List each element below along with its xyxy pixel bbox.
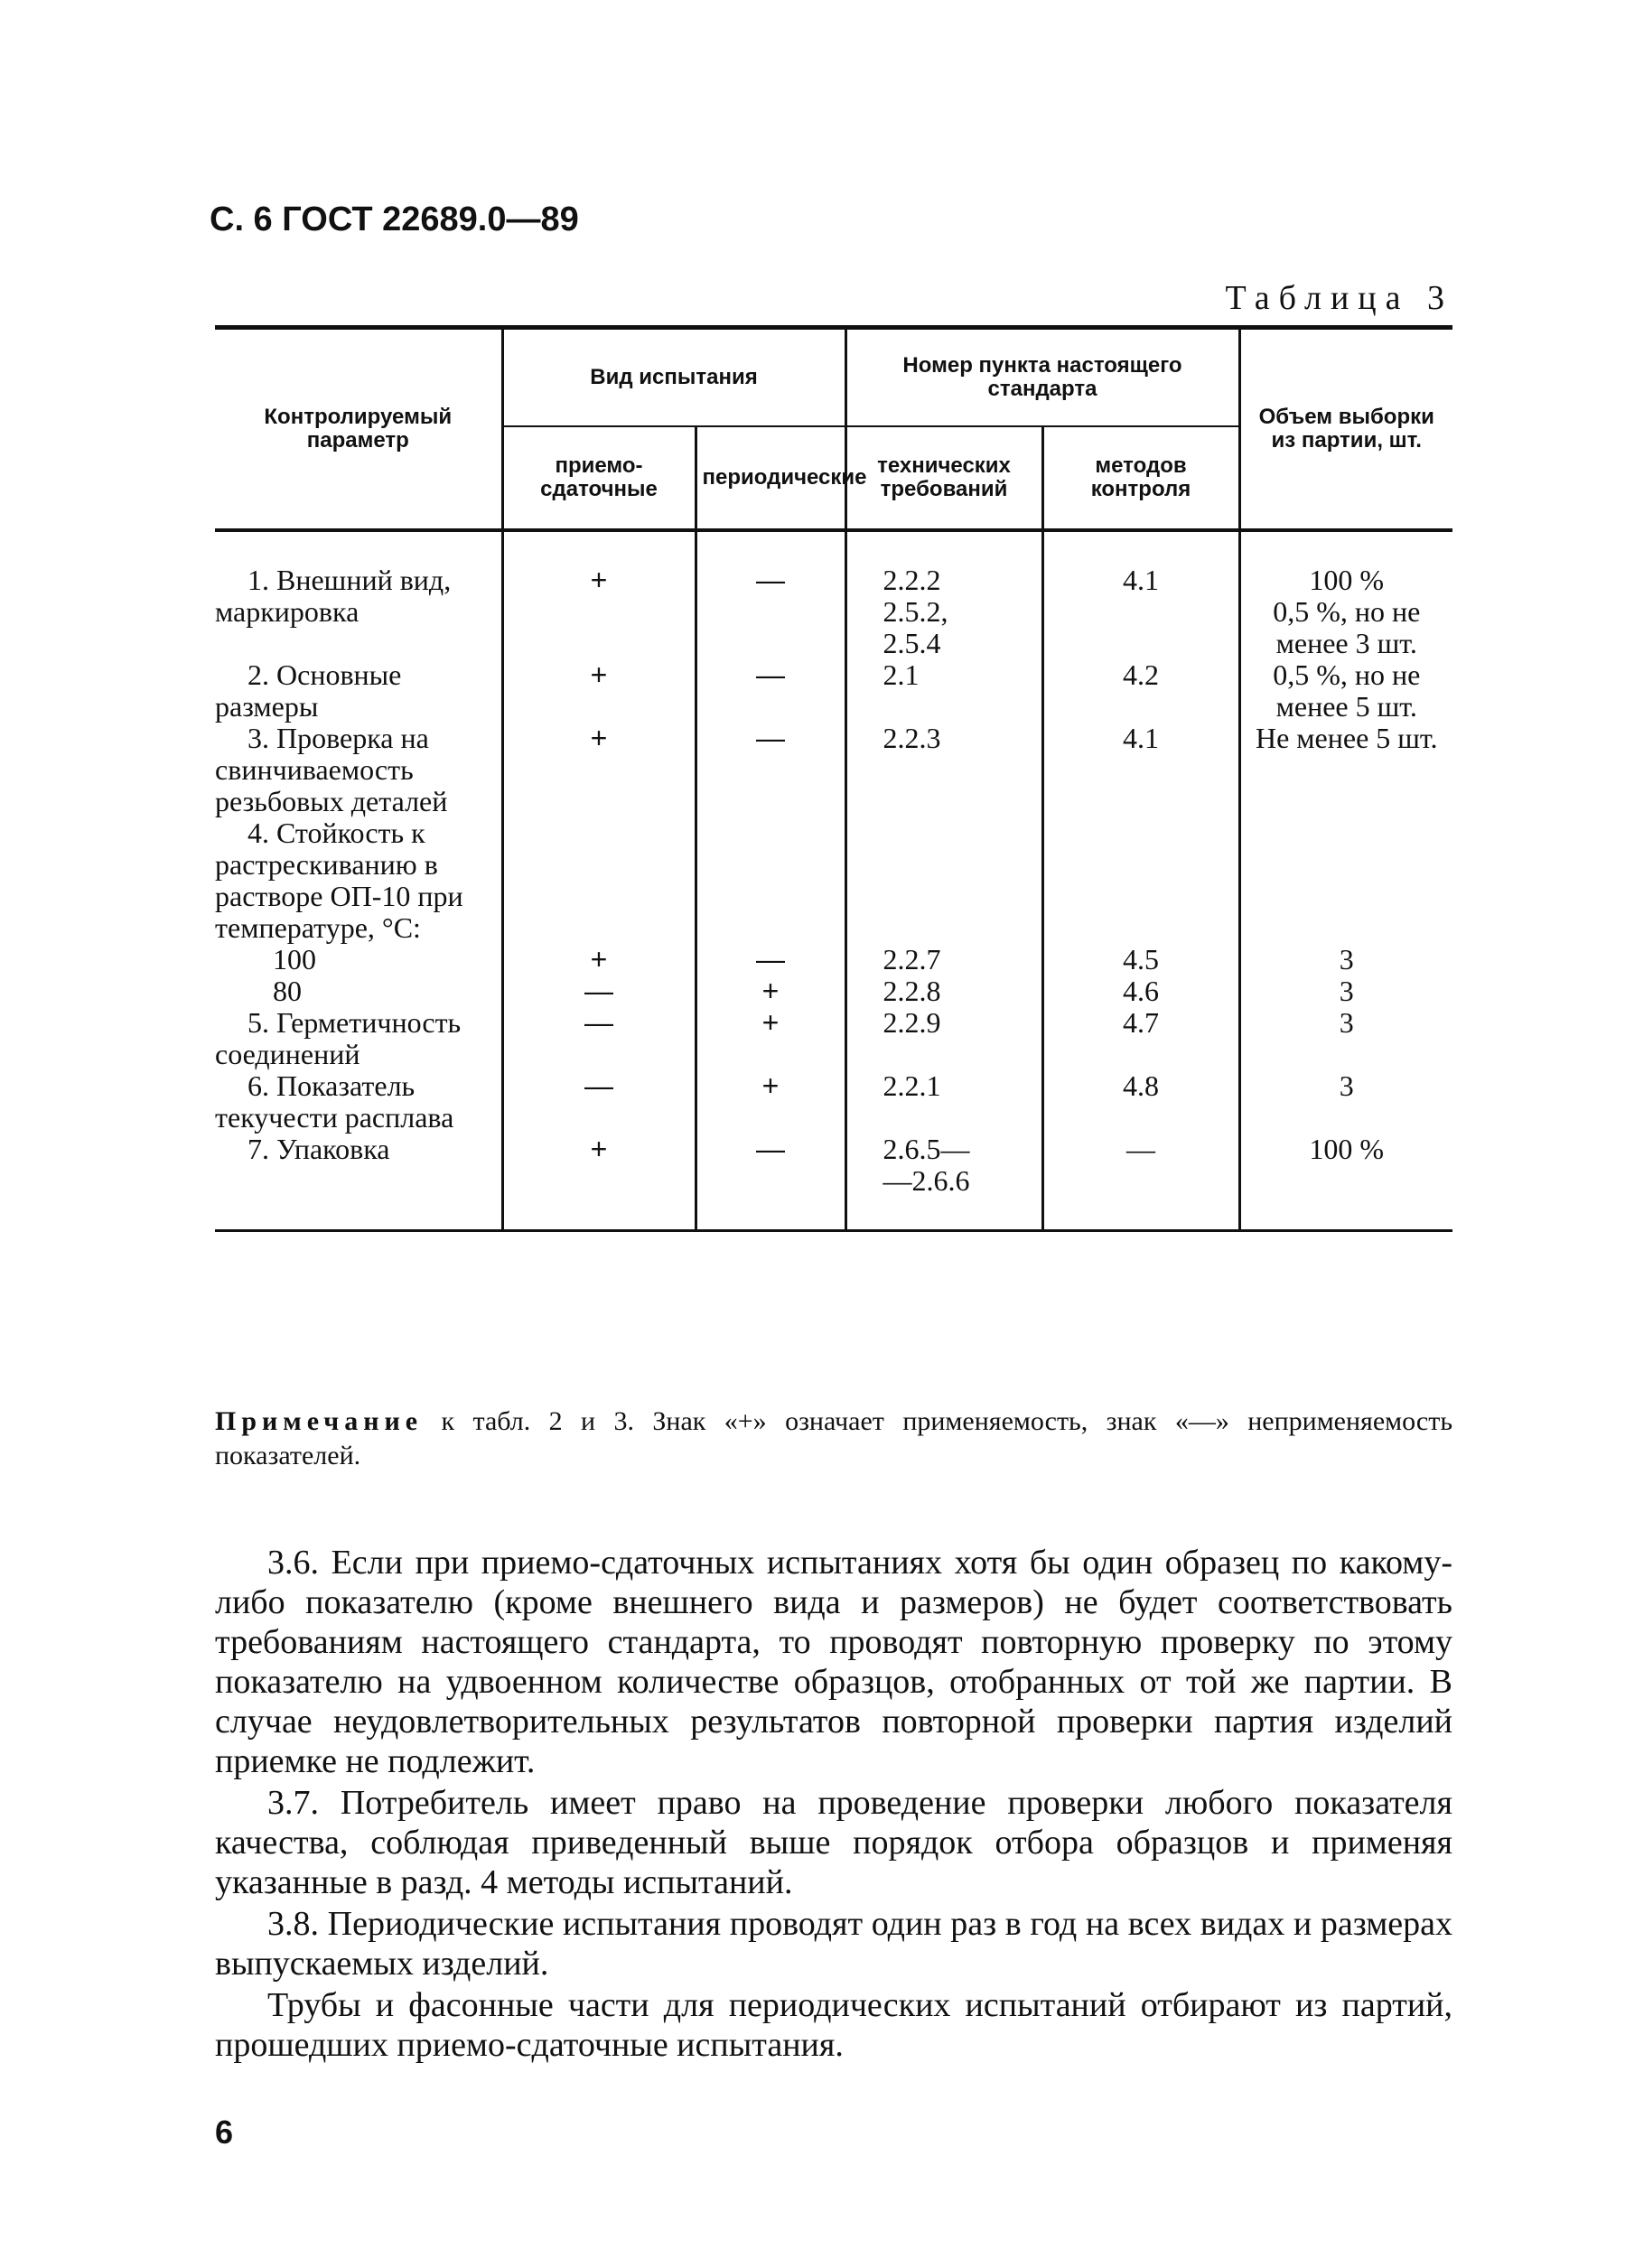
periodic-cell <box>696 1070 845 1134</box>
table-row <box>215 944 1452 975</box>
periodic-cell-text: — <box>756 943 785 975</box>
param-cell <box>215 944 502 975</box>
col-header-sample: Объем выборки из партии, шт. <box>1239 328 1452 531</box>
requirements-cell <box>845 659 1042 723</box>
sample-cell-text: 3 <box>1339 975 1354 1007</box>
methods-cell-text: 4.7 <box>1123 1006 1159 1039</box>
methods-cell <box>1042 1007 1239 1070</box>
sample-cell-text: Не менее 5 шт. <box>1255 722 1438 754</box>
sample-cell-text: 100 % <box>1309 1133 1385 1165</box>
periodic-cell <box>696 817 845 944</box>
requirements-cell <box>845 1007 1042 1070</box>
periodic-cell <box>696 1134 845 1231</box>
col-header-param: Контролируемый параметр <box>215 328 502 531</box>
paragraph-3-7: 3.7. Потребитель имеет право на проведение проверки любого показателя качества, соблюдая приведенный выше порядок отбора образцов и применяя указанные в разд. 4 методы испытаний. <box>215 1784 1452 1901</box>
sample-cell-text: 3 <box>1339 1006 1354 1039</box>
paragraph-3-6: 3.6. Если при приемо-сдаточных испытаниях хотя бы один образец по какому-либо показателю (кроме внешнего вида и размеров) не будет соответствовать требованиям настоящего стандарта, то проводят повторную проверку по этому показателю на удвоенном количестве образцов, отобранных от той же партии. В случае неудовлетворительных результатов повторной проверки партия изделий приемке не подлежит. <box>215 1544 1452 1780</box>
requirements-cell-text: 2.6.5— —2.6.6 <box>883 1133 970 1197</box>
sample-cell-text: 3 <box>1339 1069 1354 1102</box>
acceptance-cell-text: + <box>590 943 608 975</box>
periodic-cell <box>696 723 845 817</box>
periodic-cell <box>696 944 845 975</box>
sample-cell <box>1239 659 1452 723</box>
col-header-clause: Номер пункта настоящего стандарта <box>845 328 1239 427</box>
param-cell <box>215 975 502 1007</box>
methods-cell <box>1042 1134 1239 1231</box>
table-row <box>215 975 1452 1007</box>
note-text: к табл. 2 и 3. Знак «+» означает применяемость, знак «—» неприменяемость показателей. <box>215 1406 1452 1470</box>
col-header-periodic: периодические <box>696 426 845 530</box>
periodic-cell <box>696 975 845 1007</box>
periodic-cell <box>696 659 845 723</box>
requirements-cell <box>845 1134 1042 1231</box>
param-cell-text: 4. Стойкость к растрескиванию в растворе ОП-10 при температуре, °С: <box>215 817 463 944</box>
periodic-cell-text: — <box>756 658 785 691</box>
body-text <box>215 1543 1452 2067</box>
methods-cell <box>1042 817 1239 944</box>
acceptance-cell-text: + <box>590 722 608 754</box>
param-cell <box>215 723 502 817</box>
methods-cell <box>1042 1070 1239 1134</box>
sample-cell <box>1239 530 1452 659</box>
paragraph-3-8: 3.8. Периодические испытания проводят один раз в год на всех видах и размерах выпускаемых изделий. <box>215 1905 1452 1983</box>
acceptance-cell <box>502 1134 696 1231</box>
table-title: Таблица 3 <box>1225 279 1453 317</box>
methods-cell-text: 4.1 <box>1123 564 1159 596</box>
periodic-cell-text: — <box>756 564 785 596</box>
requirements-cell <box>845 723 1042 817</box>
acceptance-cell <box>502 817 696 944</box>
acceptance-cell-text: + <box>590 658 608 691</box>
sample-cell <box>1239 817 1452 944</box>
requirements-cell-text: 2.2.8 <box>883 975 941 1007</box>
param-cell <box>215 817 502 944</box>
acceptance-cell <box>502 944 696 975</box>
acceptance-cell <box>502 723 696 817</box>
param-cell-text: 2. Основные размеры <box>215 658 402 723</box>
sample-cell <box>1239 975 1452 1007</box>
page-number: 6 <box>215 2114 234 2151</box>
col-header-methods: методов контроля <box>1042 426 1239 530</box>
table-row <box>215 723 1452 817</box>
table-note <box>215 1405 1452 1473</box>
acceptance-cell-text: — <box>584 975 613 1007</box>
periodic-cell <box>696 1007 845 1070</box>
acceptance-cell-text: + <box>590 1133 608 1165</box>
acceptance-cell-text: — <box>584 1069 613 1102</box>
page-header: С. 6 ГОСТ 22689.0—89 <box>210 201 579 238</box>
acceptance-cell <box>502 1007 696 1070</box>
methods-cell-text: 4.5 <box>1123 943 1159 975</box>
methods-cell <box>1042 659 1239 723</box>
param-cell-text: 6. Показатель текучести расплава <box>215 1069 454 1134</box>
param-cell <box>215 530 502 659</box>
sample-cell <box>1239 723 1452 817</box>
table-row <box>215 1007 1452 1070</box>
requirements-cell-text: 2.2.3 <box>883 722 941 754</box>
requirements-cell-text: 2.2.7 <box>883 943 941 975</box>
acceptance-cell <box>502 1070 696 1134</box>
methods-cell <box>1042 975 1239 1007</box>
requirements-cell-text: 2.1 <box>883 658 920 691</box>
acceptance-cell-text: — <box>584 1006 613 1039</box>
param-cell-text: 1. Внешний вид, маркировка <box>215 564 452 628</box>
periodic-cell-text: + <box>761 1006 780 1039</box>
param-cell-text: 7. Упаковка <box>247 1133 390 1165</box>
sample-cell-text: 100 % 0,5 %, но не менее 3 шт. <box>1273 564 1421 659</box>
methods-cell-text: 4.1 <box>1123 722 1159 754</box>
acceptance-cell-text: + <box>590 564 608 596</box>
methods-cell-text: 4.8 <box>1123 1069 1159 1102</box>
methods-cell <box>1042 944 1239 975</box>
sample-cell <box>1239 944 1452 975</box>
requirements-cell-text: 2.2.2 2.5.2, 2.5.4 <box>883 564 948 659</box>
requirements-cell <box>845 944 1042 975</box>
sample-cell <box>1239 1070 1452 1134</box>
requirements-cell-text: 2.2.1 <box>883 1069 941 1102</box>
periodic-cell <box>696 530 845 659</box>
note-label: Примечание <box>215 1406 424 1436</box>
param-cell <box>215 1070 502 1134</box>
acceptance-cell <box>502 659 696 723</box>
methods-cell <box>1042 530 1239 659</box>
periodic-cell-text: + <box>761 1069 780 1102</box>
table-row <box>215 1134 1452 1231</box>
param-cell-text: 5. Герметичность соединений <box>215 1006 462 1070</box>
param-cell-text: 80 <box>273 975 302 1007</box>
periodic-cell-text: + <box>761 975 780 1007</box>
requirements-cell <box>845 1070 1042 1134</box>
param-cell-text: 100 <box>273 943 316 975</box>
sample-cell-text: 0,5 %, но не менее 5 шт. <box>1273 658 1421 723</box>
periodic-cell-text: — <box>756 722 785 754</box>
param-cell <box>215 1007 502 1070</box>
param-cell <box>215 659 502 723</box>
col-header-requirements: технических требований <box>845 426 1042 530</box>
requirements-cell <box>845 530 1042 659</box>
methods-cell-text: — <box>1126 1133 1155 1165</box>
col-header-test-type: Вид испытания <box>502 328 845 427</box>
periodic-cell-text: — <box>756 1133 785 1165</box>
table-row <box>215 530 1452 659</box>
col-header-acceptance: приемо-сдаточные <box>502 426 696 530</box>
methods-cell-text: 4.6 <box>1123 975 1159 1007</box>
requirements-cell <box>845 975 1042 1007</box>
sample-cell <box>1239 1134 1452 1231</box>
param-cell <box>215 1134 502 1231</box>
sample-cell-text: 3 <box>1339 943 1354 975</box>
requirements-cell-text: 2.2.9 <box>883 1006 941 1039</box>
table-3 <box>215 325 1452 1232</box>
sample-cell <box>1239 1007 1452 1070</box>
table-row <box>215 659 1452 723</box>
param-cell-text: 3. Проверка на свинчиваемость резьбовых деталей <box>215 722 448 817</box>
acceptance-cell <box>502 975 696 1007</box>
table-row <box>215 817 1452 944</box>
methods-cell <box>1042 723 1239 817</box>
acceptance-cell <box>502 530 696 659</box>
requirements-cell <box>845 817 1042 944</box>
methods-cell-text: 4.2 <box>1123 658 1159 691</box>
table-row <box>215 1070 1452 1134</box>
paragraph-pipes: Трубы и фасонные части для периодических испытаний отбирают из партий, прошедших приемо-сдаточные испытания. <box>215 1986 1452 2064</box>
